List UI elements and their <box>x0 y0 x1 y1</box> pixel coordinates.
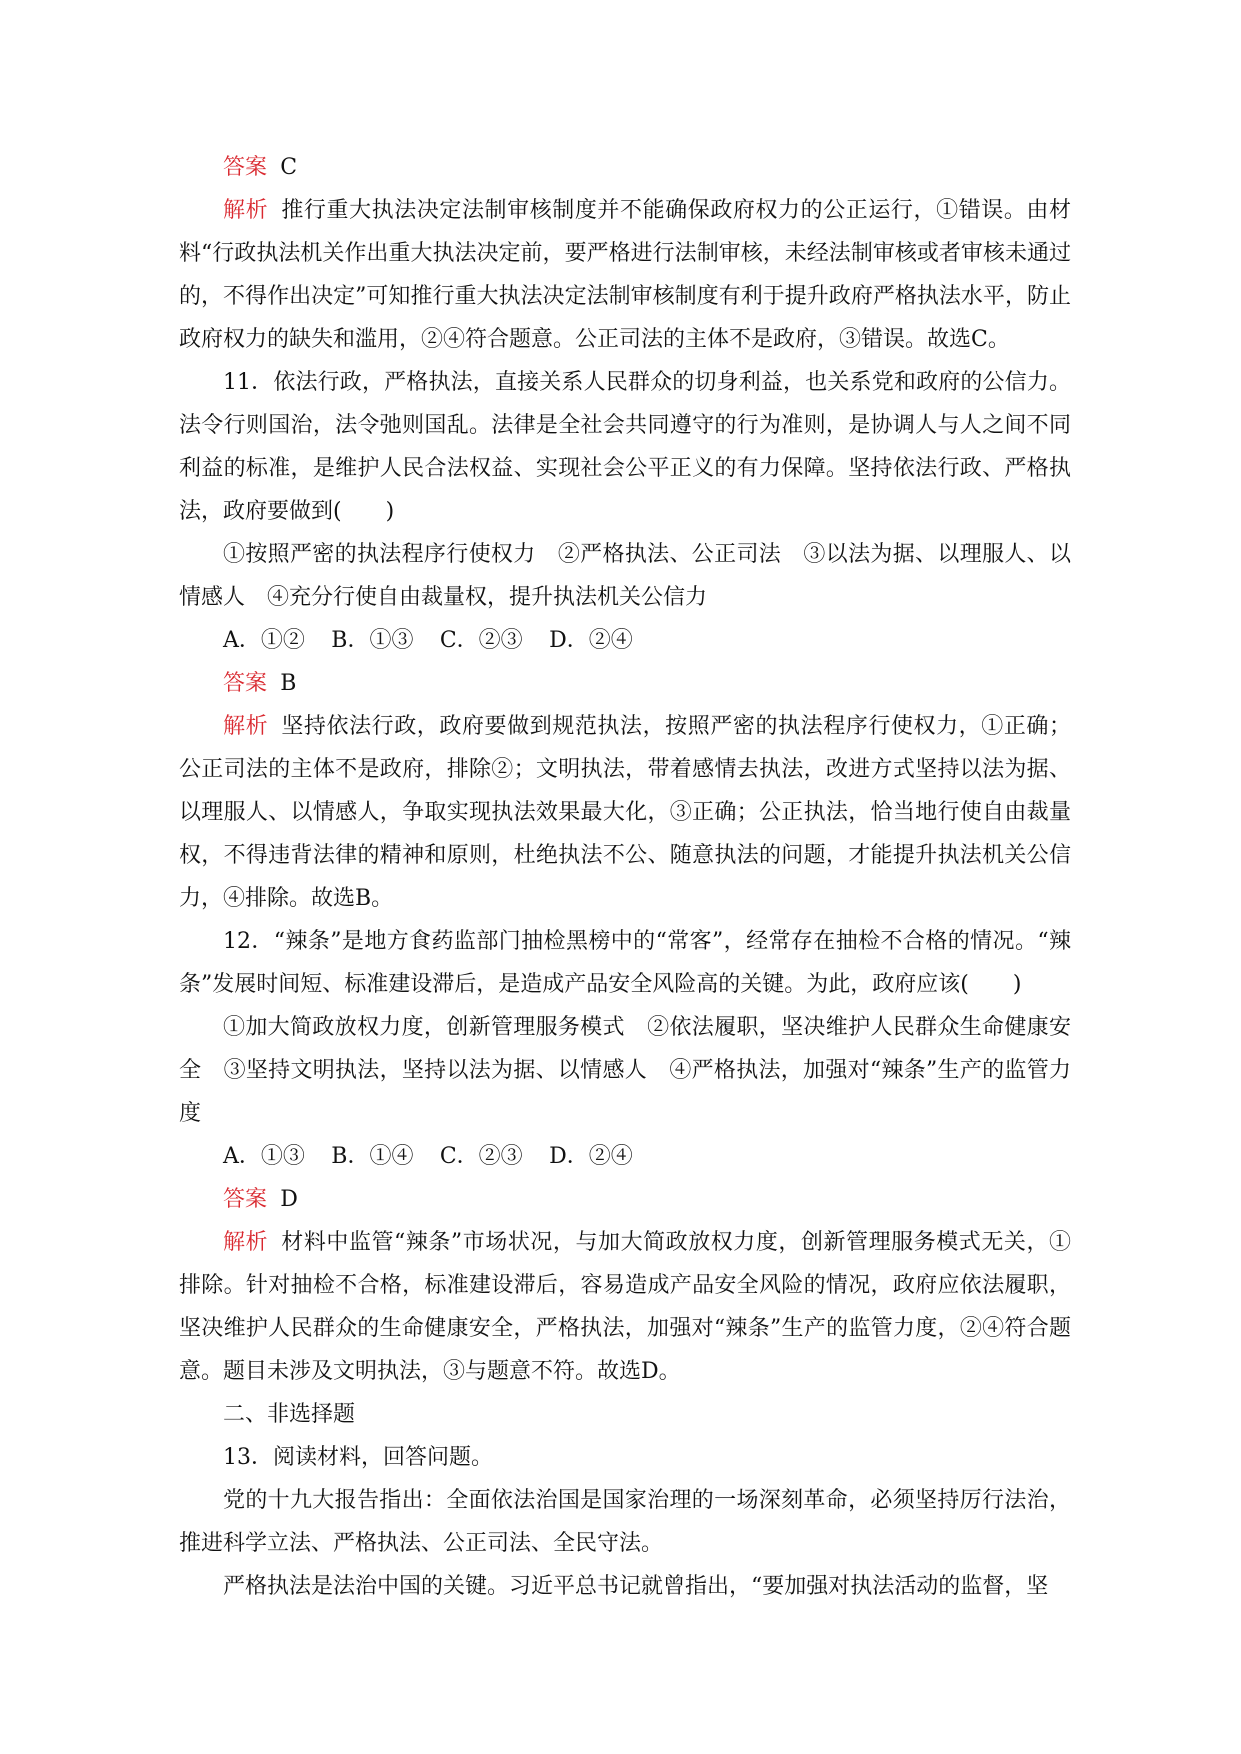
q10-answer <box>179 146 1071 189</box>
material-paragraph-2: 严格执法是法治中国的关键。习近平总书记就曾指出，“要加强对执法活动的监督，坚 <box>223 1574 1049 1599</box>
answer-value: B <box>280 671 297 696</box>
option-d: D．②④ <box>549 1144 633 1169</box>
q11-statements: ①按照严密的执法程序行使权力 ②严格执法、公正司法 ③以法为据、以理服人、以情感人 ④充分行使自由裁量权，提升执法机关公信力 <box>179 542 1071 610</box>
q10-analysis <box>179 189 1071 361</box>
option-d: D．②④ <box>549 628 633 653</box>
answer-label: 答案 <box>223 155 268 180</box>
q11-options <box>179 619 1071 662</box>
q12-stem: 12．“辣条”是地方食药监部门抽检黑榜中的“常客”，经常存在抽检不合格的情况。“辣条”发展时间短、标准建设滞后，是造成产品安全风险高的关键。为此，政府应该( ) <box>179 929 1071 997</box>
analysis-label: 解析 <box>223 198 269 223</box>
answer-value: D <box>280 1187 298 1212</box>
analysis-label: 解析 <box>223 714 269 739</box>
analysis-text: 坚持依法行政，政府要做到规范执法，按照严密的执法程序行使权力，①正确；公正司法的主体不是政府，排除②；文明执法，带着感情去执法，改进方式坚持以法为据、以理服人、以情感人，争取实现执法效果最大化，③正确；公正执法，恰当地行使自由裁量权，不得违背法律的精神和原则，杜绝执法不公、随意执法的问题，才能提升执法机关公信力，④排除。故选B。 <box>179 714 1071 911</box>
material-paragraph-1: 党的十九大报告指出：全面依法治国是国家治理的一场深刻革命，必须坚持厉行法治，推进科学立法、严格执法、公正司法、全民守法。 <box>179 1488 1071 1556</box>
option-b: B．①③ <box>331 628 414 653</box>
analysis-label: 解析 <box>223 1230 269 1255</box>
analysis-text: 推行重大执法决定法制审核制度并不能确保政府权力的公正运行，①错误。由材料“行政执法机关作出重大执法决定前，要严格进行法制审核，未经法制审核或者审核未通过的，不得作出决定”可知推行重大执法决定法制审核制度有利于提升政府严格执法水平，防止政府权力的缺失和滥用，②④符合题意。公正司法的主体不是政府，③错误。故选C。 <box>179 198 1071 352</box>
q12-options <box>179 1135 1071 1178</box>
analysis-text: 材料中监管“辣条”市场状况，与加大简政放权力度，创新管理服务模式无关，①排除。针对抽检不合格，标准建设滞后，容易造成产品安全风险的情况，政府应依法履职，坚决维护人民群众的生命健康安全，严格执法，加强对“辣条”生产的监管力度，②④符合题意。题目未涉及文明执法，③与题意不符。故选D。 <box>179 1230 1071 1384</box>
q12-answer <box>179 1178 1071 1221</box>
answer-label: 答案 <box>223 1187 268 1212</box>
option-b: B．①④ <box>331 1144 414 1169</box>
option-c: C．②③ <box>439 628 523 653</box>
q11-analysis <box>179 705 1071 920</box>
q12-analysis <box>179 1221 1071 1393</box>
q11-stem: 11．依法行政，严格执法，直接关系人民群众的切身利益，也关系党和政府的公信力。法令行则国治，法令弛则国乱。法律是全社会共同遵守的行为准则，是协调人与人之间不同利益的标准，是维护人民合法权益、实现社会公平正义的有力保障。坚持依法行政、严格执法，政府要做到( ) <box>179 370 1071 524</box>
q11-answer <box>179 662 1071 705</box>
option-c: C．②③ <box>439 1144 523 1169</box>
q12-statements: ①加大简政放权力度，创新管理服务模式 ②依法履职，坚决维护人民群众生命健康安全 ③坚持文明执法，坚持以法为据、以情感人 ④严格执法，加强对“辣条”生产的监管力度 <box>179 1015 1071 1126</box>
q13-stem: 13．阅读材料，回答问题。 <box>223 1445 493 1470</box>
section-heading: 二、非选择题 <box>223 1402 356 1427</box>
option-a: A．①③ <box>223 1144 305 1169</box>
answer-value: C <box>280 155 298 180</box>
option-a: A．①② <box>223 628 305 653</box>
document-page <box>179 146 1071 1608</box>
answer-label: 答案 <box>223 671 268 696</box>
